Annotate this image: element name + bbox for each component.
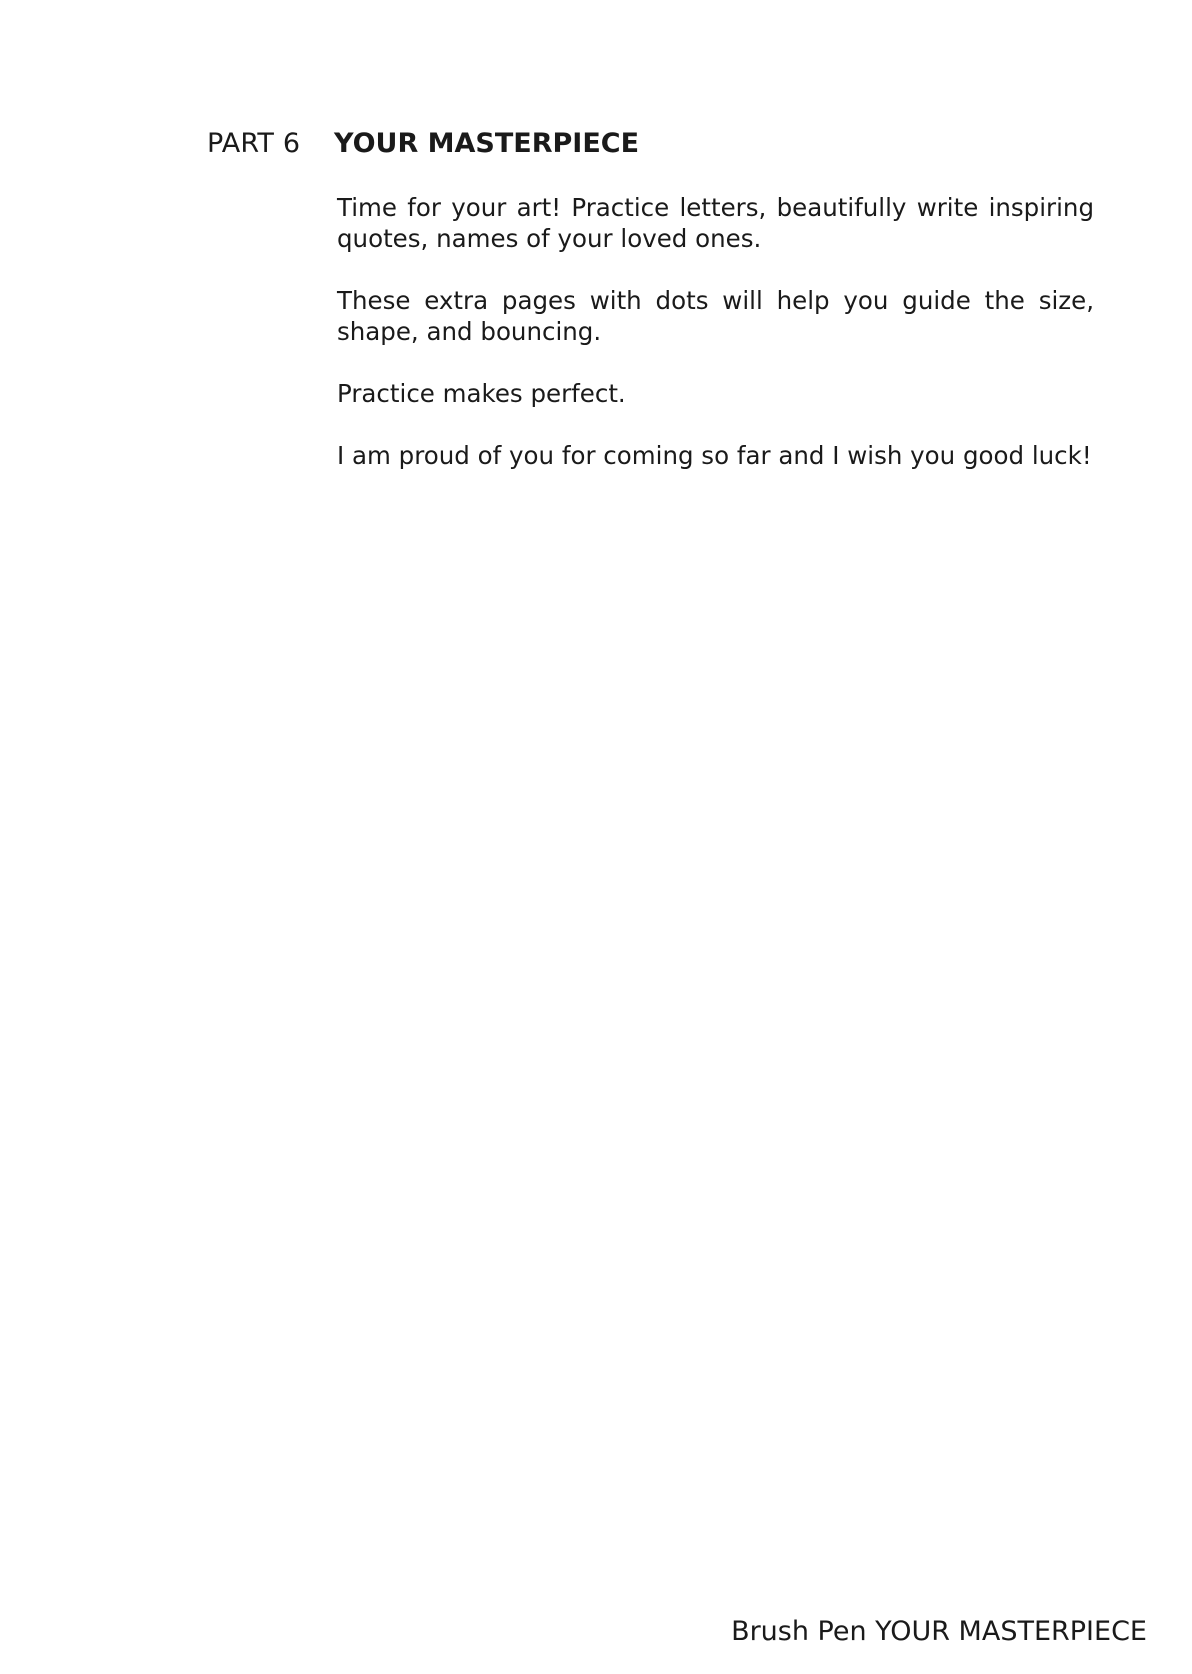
part-number: PART 6: [207, 128, 301, 159]
paragraph-closing: I am proud of you for coming so far and I wish you good luck!: [337, 441, 1092, 470]
section-title: YOUR MASTERPIECE: [334, 128, 640, 159]
page-footer: Brush Pen YOUR MASTERPIECE: [731, 1616, 1147, 1647]
paragraph-intro: Time for your art! Practice letters, beautifully write inspiring quotes, names of your loved ones.: [337, 193, 1094, 253]
body-text: [337, 192, 1094, 502]
paragraph-dots: These extra pages with dots will help you guide the size, shape, and bouncing.: [337, 286, 1094, 346]
paragraph-practice: Practice makes perfect.: [337, 379, 626, 408]
